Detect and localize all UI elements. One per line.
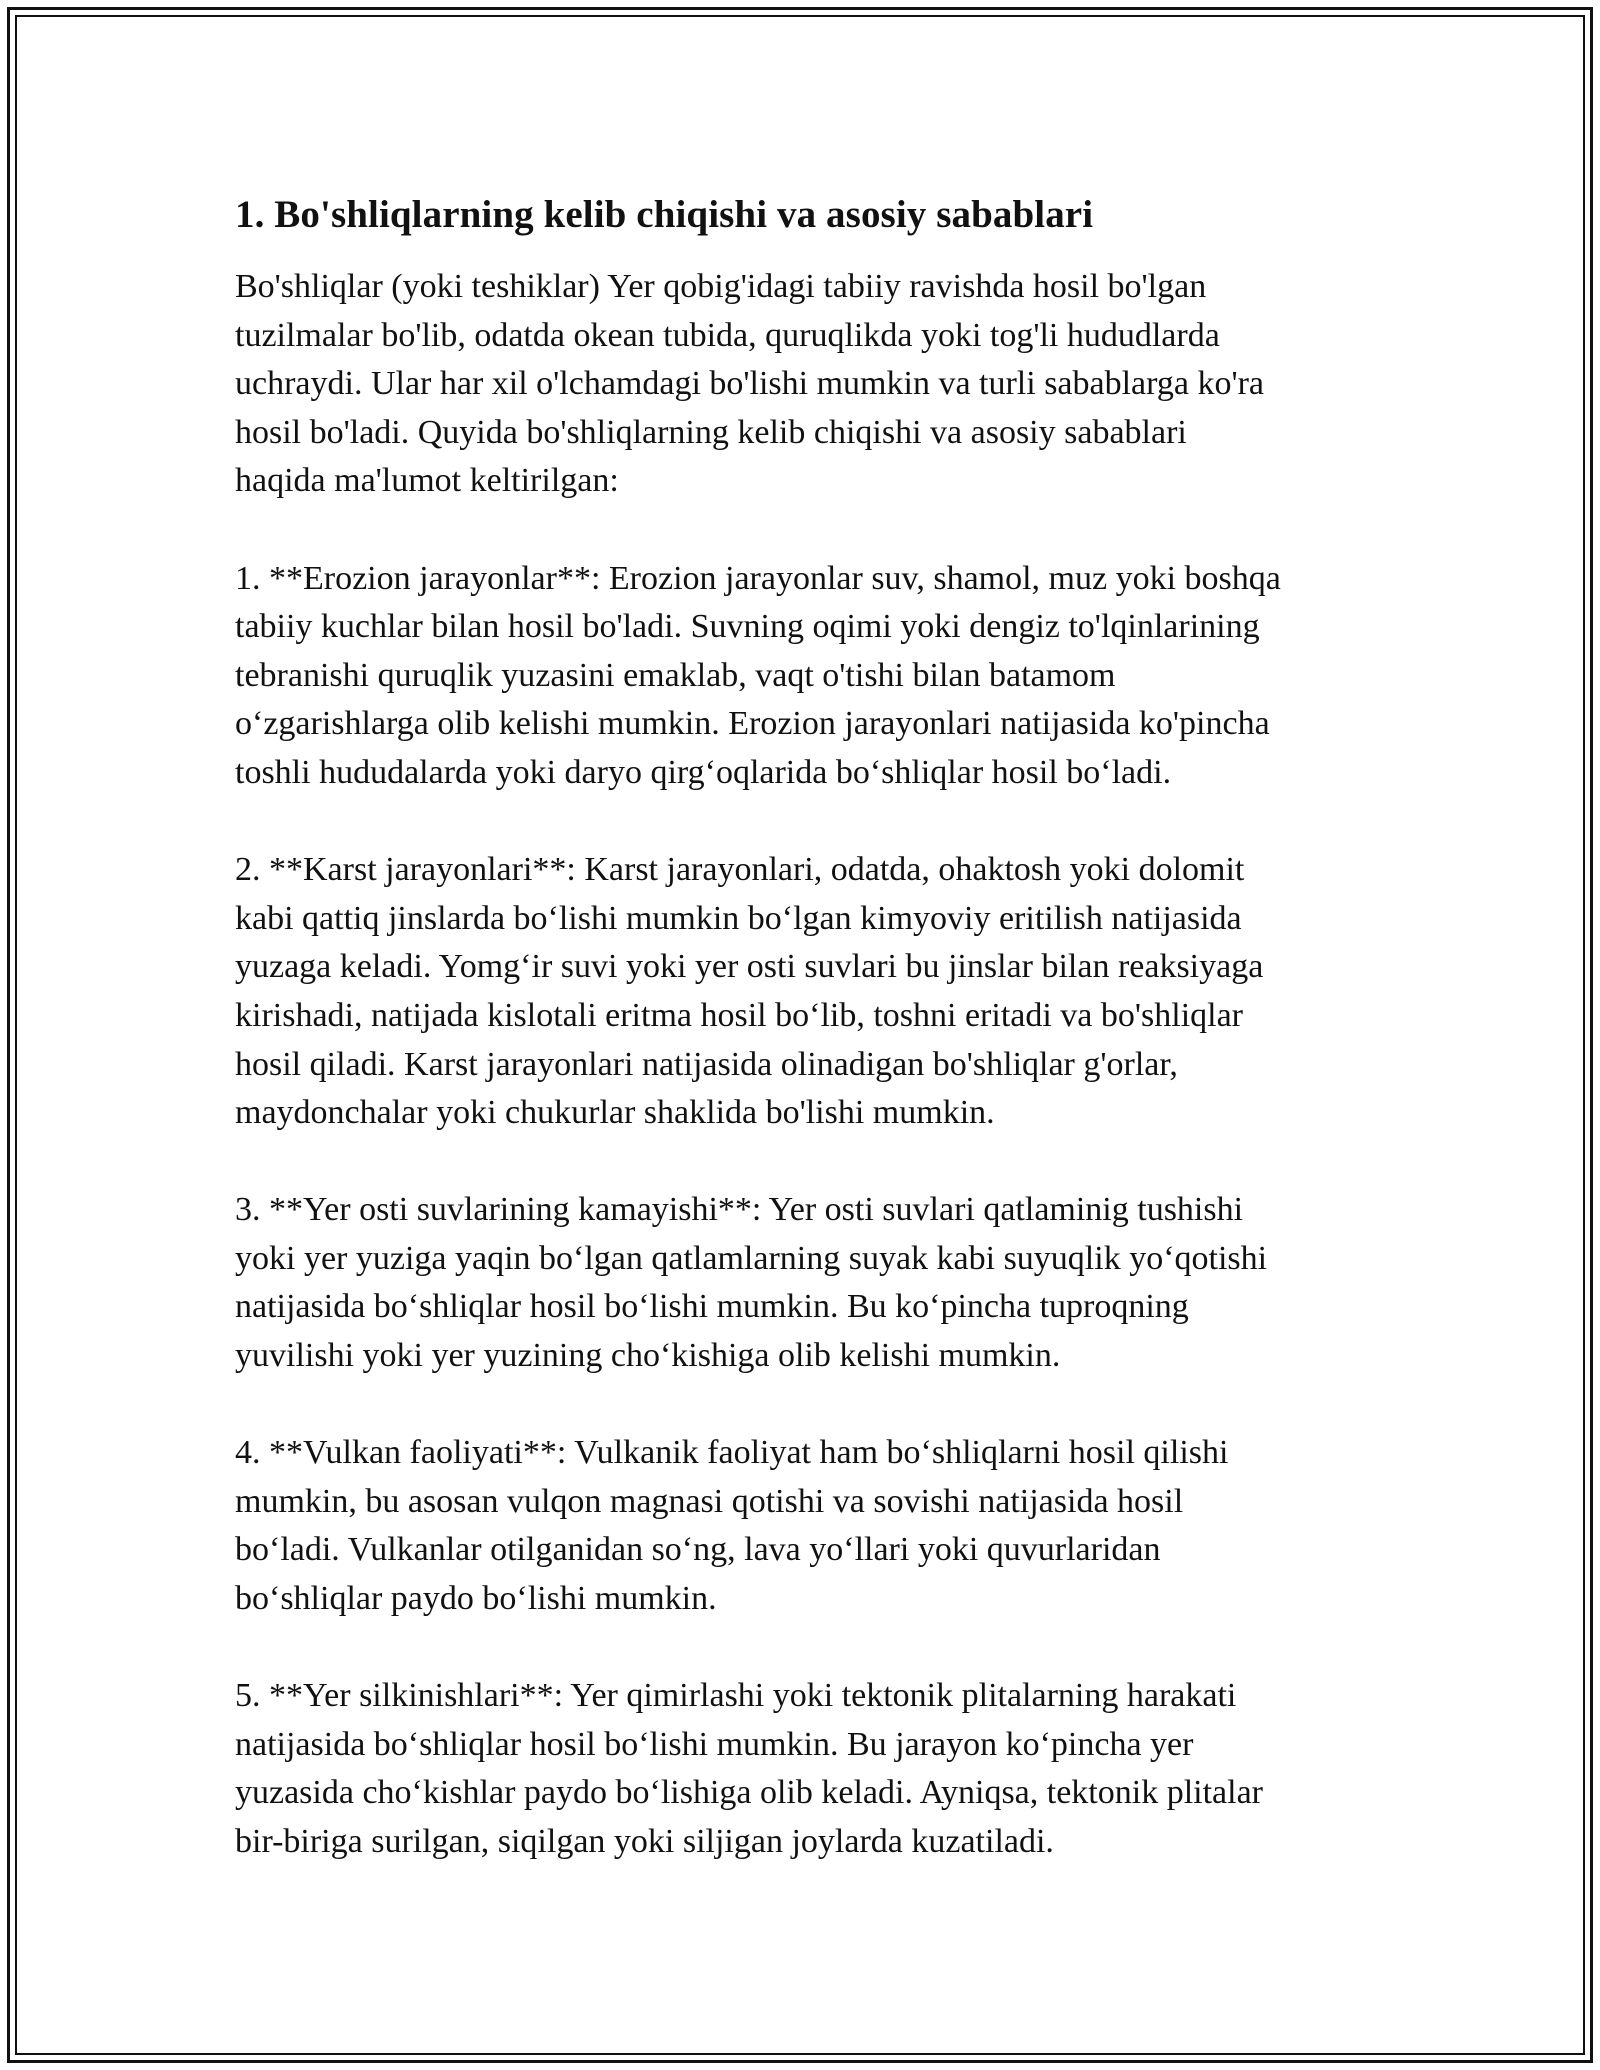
list-item-erosion: 1. **Erozion jarayonlar**: Erozion jarayonlar suv, shamol, muz yoki boshqa tabiiy kuchlar bilan hosil bo'ladi. Suvning oqimi yoki dengiz to'lqinlarining tebranishi quruqlik yuzasini emaklab, vaqt o'tishi bilan batamom o‘zgarishlarga olib kelishi mumkin. Erozion jarayonlari natijasida ko'pincha toshli hududalarda yoki daryo qirg‘oqlarida bo‘shliqlar hosil bo‘ladi.: [235, 559, 1281, 791]
list-item-volcanic: 4. **Vulkan faoliyati**: Vulkanik faoliyat ham bo‘shliqlarni hosil qilishi mumkin, bu asosan vulqon magnasi qotishi va sovishi natijasida hosil bo‘ladi. Vulkanlar otilganidan so‘ng, lava yo‘llari yoki quvurlaridan bo‘shliqlar paydo bo‘lishi mumkin.: [235, 1434, 1229, 1618]
page-title: 1. Bo'shliqlarning kelib chiqishi va asosiy sabablari: [235, 193, 1094, 236]
list-item-earthquakes: 5. **Yer silkinishlari**: Yer qimirlashi yoki tektonik plitalarning harakati natijasida bo‘shliqlar hosil bo‘lishi mumkin. Bu jarayon ko‘pincha yer yuzasida cho‘kishlar paydo bo‘lishiga olib keladi. Ayniqsa, tektonik plitalar bir-biriga surilgan, siqilgan yoki siljigan joylarda kuzatiladi.: [235, 1677, 1263, 1860]
document-body: [235, 185, 1385, 1867]
intro-paragraph: Bo'shliqlar (yoki teshiklar) Yer qobig'idagi tabiiy ravishda hosil bo'lgan tuzilmalar bo'lib, odatda okean tubida, quruqlikda yoki tog'li hududlarda uchraydi. Ular har xil o'lchamdagi bo'lishi mumkin va turli sabablarga ko'ra hosil bo'ladi. Quyida bo'shliqlarning kelib chiqishi va asosiy sabablari haqida ma'lumot keltirilgan:: [235, 268, 1264, 500]
list-item-groundwater: 3. **Yer osti suvlarining kamayishi**: Yer osti suvlari qatlaminig tushishi yoki yer yuziga yaqin bo‘lgan qatlamlarning suyak kabi suyuqlik yo‘qotishi natijasida bo‘shliqlar hosil bo‘lishi mumkin. Bu ko‘pincha tuproqning yuvilishi yoki yer yuzining cho‘kishiga olib kelishi mumkin.: [235, 1191, 1268, 1375]
list-item-karst: 2. **Karst jarayonlari**: Karst jarayonlari, odatda, ohaktosh yoki dolomit kabi qattiq jinslarda bo‘lishi mumkin bo‘lgan kimyoviy eritilish natijasida yuzaga keladi. Yomg‘ir suvi yoki yer osti suvlari bu jinslar bilan reaksiyaga kirishadi, natijada kislotali eritma hosil bo‘lib, toshni eritadi va bo'shliqlar hosil qiladi. Karst jarayonlari natijasida olinadigan bo'shliqlar g'orlar, maydonchalar yoki chukurlar shaklida bo'lishi mumkin.: [235, 851, 1264, 1132]
